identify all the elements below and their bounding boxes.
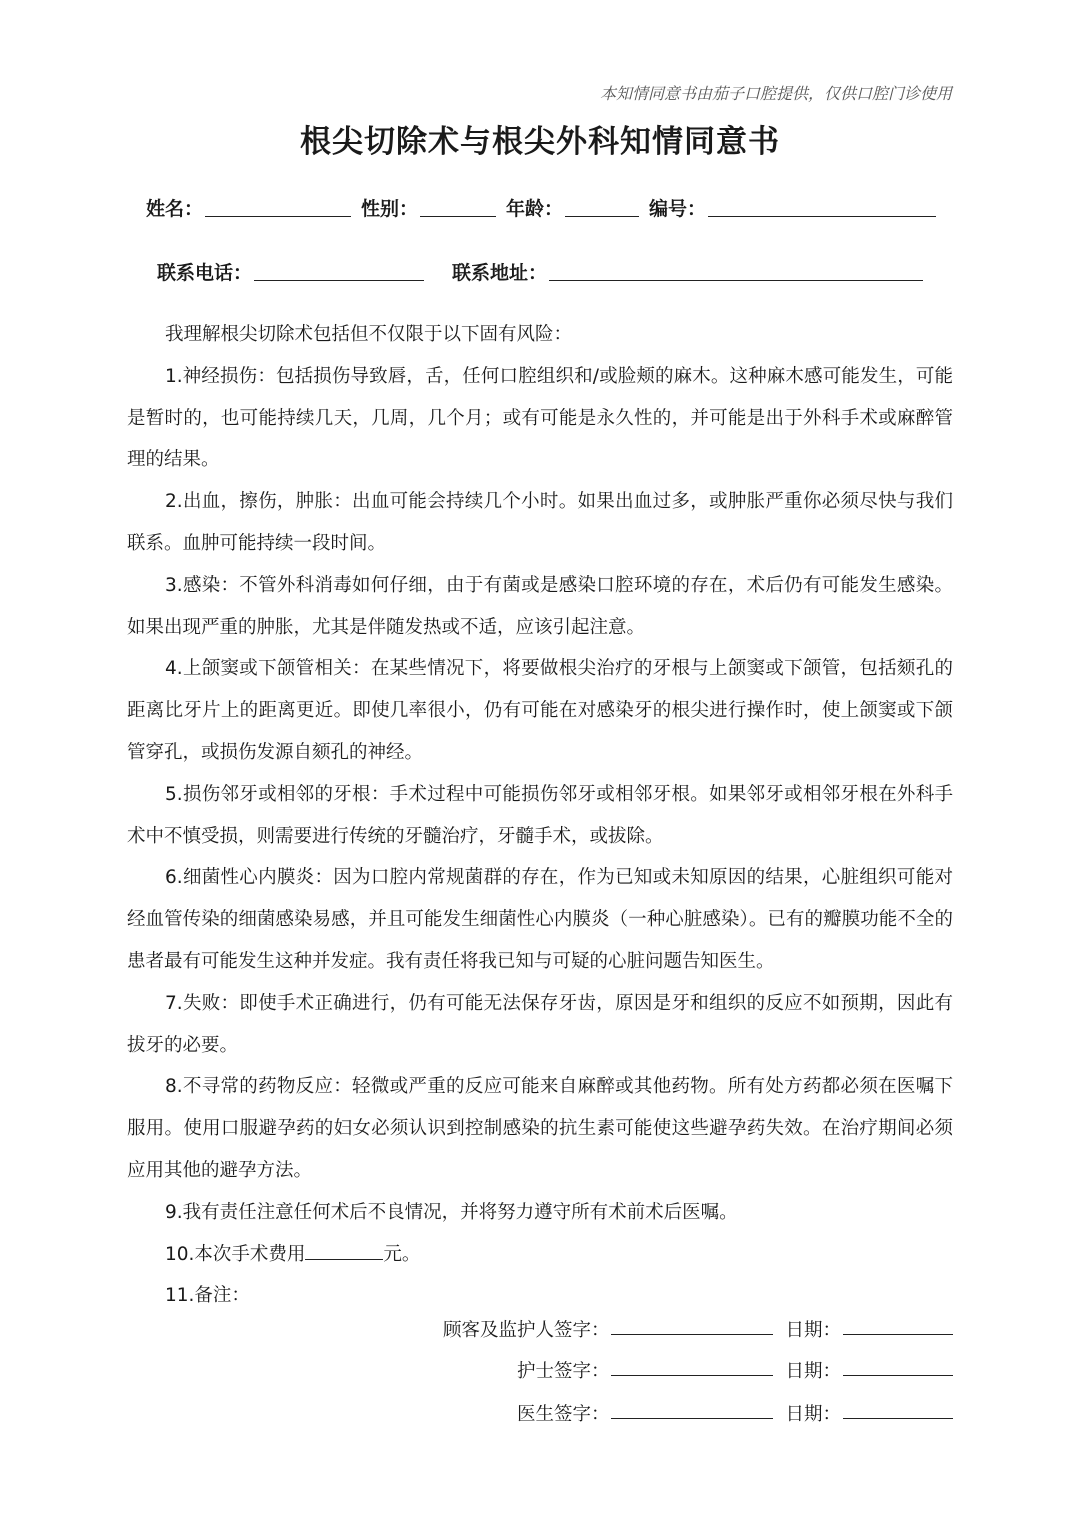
address-field[interactable]: [549, 262, 923, 281]
doctor-date-field[interactable]: [843, 1400, 953, 1419]
number-label: 编号：: [649, 198, 707, 220]
risk-item: 1.神经损伤：包括损伤导致唇，舌，任何口腔组织和/或脸颊的麻木。这种麻木感可能发生，可能是暂时的，也可能持续几天，几周，几个月；或有可能是永久性的，并可能是出于外科手术或麻醉管理的结果。: [127, 365, 953, 471]
risk-item: 3.感染：不管外科消毒如何仔细，由于有菌或是感染口腔环境的存在，术后仍有可能发生感染。如果出现严重的肿胀，尤其是伴随发热或不适，应该引起注意。: [127, 574, 953, 638]
phone-field[interactable]: [254, 262, 424, 281]
date-label: 日期：: [785, 1404, 841, 1425]
patient-date-field[interactable]: [843, 1316, 953, 1335]
risk-item: 9.我有责任注意任何术后不良情况，并将努力遵守所有术前术后医嘱。: [165, 1201, 738, 1223]
fee-prefix: 10.本次手术费用: [165, 1243, 306, 1265]
address-label: 联系地址：: [452, 262, 548, 284]
name-field[interactable]: [205, 198, 351, 217]
patient-info-row: [146, 194, 936, 221]
patient-signature-field[interactable]: [611, 1316, 773, 1335]
gender-label: 性别：: [361, 198, 419, 220]
risk-item: 5.损伤邻牙或相邻的牙根：手术过程中可能损伤邻牙或相邻牙根。如果邻牙或相邻牙根在外科手术中不慎受损，则需要进行传统的牙髓治疗，牙髓手术，或拔除。: [127, 783, 953, 847]
age-field[interactable]: [565, 198, 639, 217]
patient-signature-label: 顾客及监护人签字：: [442, 1320, 610, 1341]
risk-item: 2.出血，擦伤，肿胀：出血可能会持续几个小时。如果出血过多，或肿胀严重你必须尽快与我们联系。血肿可能持续一段时间。: [127, 491, 953, 554]
phone-label: 联系电话：: [157, 262, 253, 284]
nurse-date-field[interactable]: [843, 1357, 953, 1376]
gender-field[interactable]: [420, 198, 496, 217]
doctor-signature-row: [517, 1400, 953, 1426]
number-field[interactable]: [708, 198, 936, 217]
nurse-signature-field[interactable]: [611, 1357, 773, 1376]
risk-item: 8.不寻常的药物反应：轻微或严重的反应可能来自麻醉或其他药物。所有处方药都必须在医嘱下服用。使用口服避孕药的妇女必须认识到控制感染的抗生素可能使这些避孕药失效。在治疗期间必须应用其他的避孕方法。: [127, 1076, 953, 1181]
fee-suffix: 元。: [383, 1243, 421, 1265]
nurse-signature-row: [517, 1357, 953, 1383]
patient-signature-row: [443, 1316, 953, 1342]
risk-item: 6.细菌性心内膜炎：因为口腔内常规菌群的存在，作为已知或未知原因的结果，心脏组织可能对经血管传染的细菌感染易感，并且可能发生细菌性心内膜炎（一种心脏感染）。已有的瓣膜功能不全的患者最有可能发生这种并发症。我有责任将我已知与可疑的心脏问题告知医生。: [127, 867, 953, 972]
remark-line: 11.备注：: [165, 1285, 250, 1307]
doctor-signature-field[interactable]: [611, 1400, 773, 1419]
date-label: 日期：: [785, 1361, 841, 1382]
risk-item: 4.上颌窦或下颌管相关：在某些情况下，将要做根尖治疗的牙根与上颌窦或下颌管，包括颏孔的距离比牙片上的距离更近。即使几率很小，仍有可能在对感染牙的根尖进行操作时，使上颌窦或下颌管穿孔，或损伤发源自颏孔的神经。: [127, 658, 953, 763]
nurse-signature-label: 护士签字：: [516, 1361, 610, 1382]
fee-field[interactable]: [305, 1241, 383, 1260]
consent-body: [127, 314, 953, 1317]
intro-text: 我理解根尖切除术包括但不仅限于以下固有风险：: [165, 324, 573, 345]
doctor-signature-label: 医生签字：: [516, 1404, 610, 1425]
page-title: 根尖切除术与根尖外科知情同意书: [300, 124, 780, 160]
name-label: 姓名：: [146, 198, 204, 220]
date-label: 日期：: [785, 1320, 841, 1341]
risk-item: 7.失败：即使手术正确进行，仍有可能无法保存牙齿，原因是牙和组织的反应不如预期，因此有拔牙的必要。: [127, 992, 953, 1056]
contact-info-row: [157, 258, 923, 285]
provider-note: 本知情同意书由茄子口腔提供，仅供口腔门诊使用: [599, 84, 952, 103]
fee-line: [127, 1234, 953, 1276]
age-label: 年龄：: [506, 198, 564, 220]
